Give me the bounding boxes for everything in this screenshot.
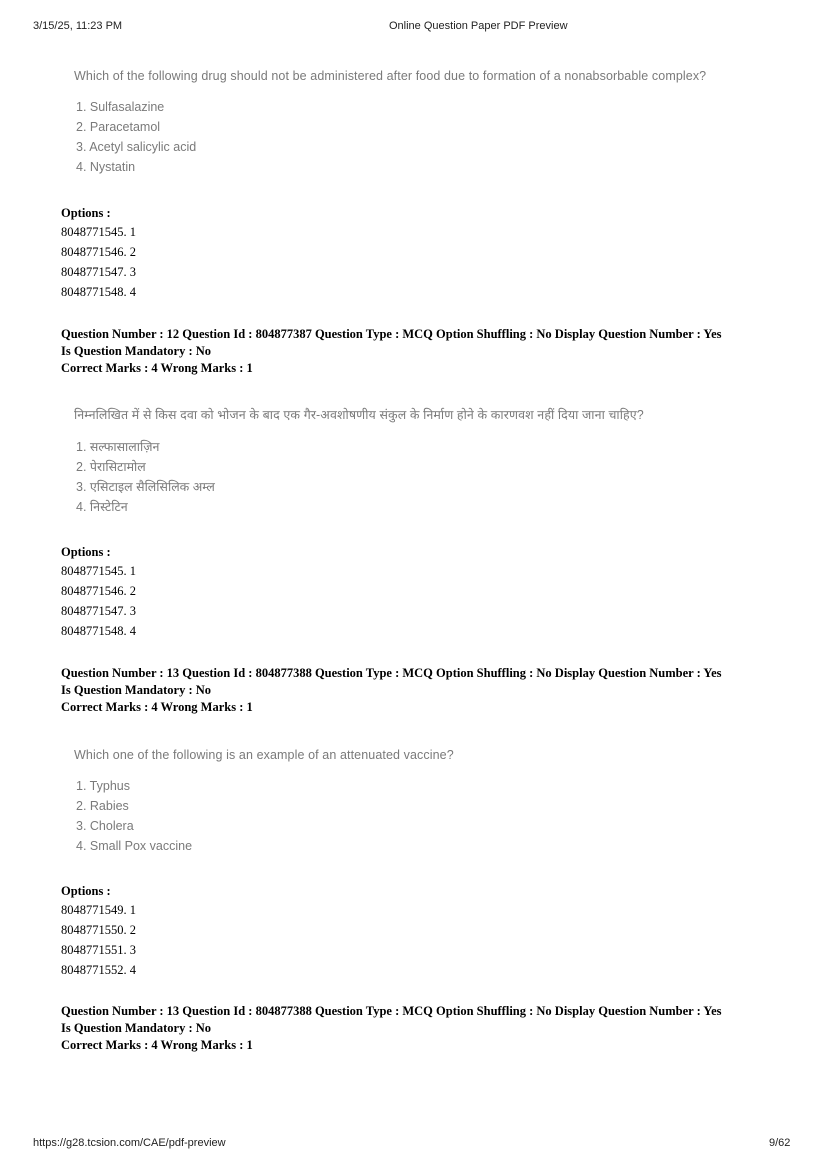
question-text: Which of the following drug should not be administered after food due to formation of a nonabsorbable complex? [74,69,707,83]
choice-list [76,437,644,517]
choice-item: 3. Cholera [76,819,134,833]
options-label: Options : [61,545,111,559]
meta-line: Question Number : 13 Question Id : 804877388 Question Type : MCQ Option Shuffling : No Display Question Number : Yes [61,1004,722,1018]
option-row: 8048771547. 3 [61,604,136,618]
choice-item: 4. Small Pox vaccine [76,839,193,853]
option-row: 8048771547. 3 [61,265,136,279]
question-image-2 [74,406,644,517]
choice-item: 3. Acetyl salicylic acid [76,140,197,154]
page-header-title: Online Question Paper PDF Preview [389,20,568,32]
meta-line: Question Number : 12 Question Id : 804877387 Question Type : MCQ Option Shuffling : No Display Question Number : Yes [61,327,722,341]
choice-item: 1. सल्फासालाज़िन [76,440,160,454]
option-row: 8048771551. 3 [61,943,136,957]
choice-list [76,776,454,856]
choice-item: 2. पेरासिटामोल [76,460,146,474]
option-row: 8048771548. 4 [61,285,136,299]
meta-line: Correct Marks : 4 Wrong Marks : 1 [61,700,253,714]
meta-line: Correct Marks : 4 Wrong Marks : 1 [61,1038,253,1052]
choice-item: 4. निस्टेटिन [76,500,128,514]
page-number: 9/62 [769,1137,791,1149]
choice-item: 1. Sulfasalazine [76,100,165,114]
option-row: 8048771546. 2 [61,584,136,598]
choice-item: 2. Rabies [76,799,129,813]
option-row: 8048771545. 1 [61,225,136,239]
options-block-3 [61,882,136,980]
meta-line: Question Number : 13 Question Id : 804877388 Question Type : MCQ Option Shuffling : No Display Question Number : Yes [61,666,722,680]
option-row: 8048771546. 2 [61,245,136,259]
options-block-2 [61,543,136,641]
option-row: 8048771545. 1 [61,564,136,578]
question-text: Which one of the following is an example of an attenuated vaccine? [74,748,454,762]
question-meta-13 [61,665,781,716]
meta-line: Correct Marks : 4 Wrong Marks : 1 [61,361,253,375]
print-datetime: 3/15/25, 11:23 PM [33,20,123,32]
option-row: 8048771550. 2 [61,923,136,937]
options-label: Options : [61,884,111,898]
choice-item: 2. Paracetamol [76,120,161,134]
options-label: Options : [61,206,111,220]
choice-list [76,97,706,177]
options-block-1 [61,204,136,302]
question-text: निम्नलिखित में से किस दवा को भोजन के बाद एक गैर-अवशोषणीय संकुल के निर्माण होने के कारणवश नहीं दिया जाना चाहिए? [74,408,644,422]
option-row: 8048771548. 4 [61,624,136,638]
page-url: https://g28.tcsion.com/CAE/pdf-preview [33,1137,226,1149]
meta-line: Is Question Mandatory : No [61,683,212,697]
choice-item: 1. Typhus [76,779,130,793]
option-row: 8048771549. 1 [61,903,136,917]
question-image-3 [74,748,454,856]
choice-item: 3. एसिटाइल सैलिसिलिक अम्ल [76,480,215,494]
choice-item: 4. Nystatin [76,160,136,174]
question-meta-13-hindi [61,1003,781,1054]
option-row: 8048771552. 4 [61,963,136,977]
question-image-1 [74,69,706,177]
meta-line: Is Question Mandatory : No [61,1021,212,1035]
meta-line: Is Question Mandatory : No [61,344,212,358]
question-meta-12 [61,326,781,377]
